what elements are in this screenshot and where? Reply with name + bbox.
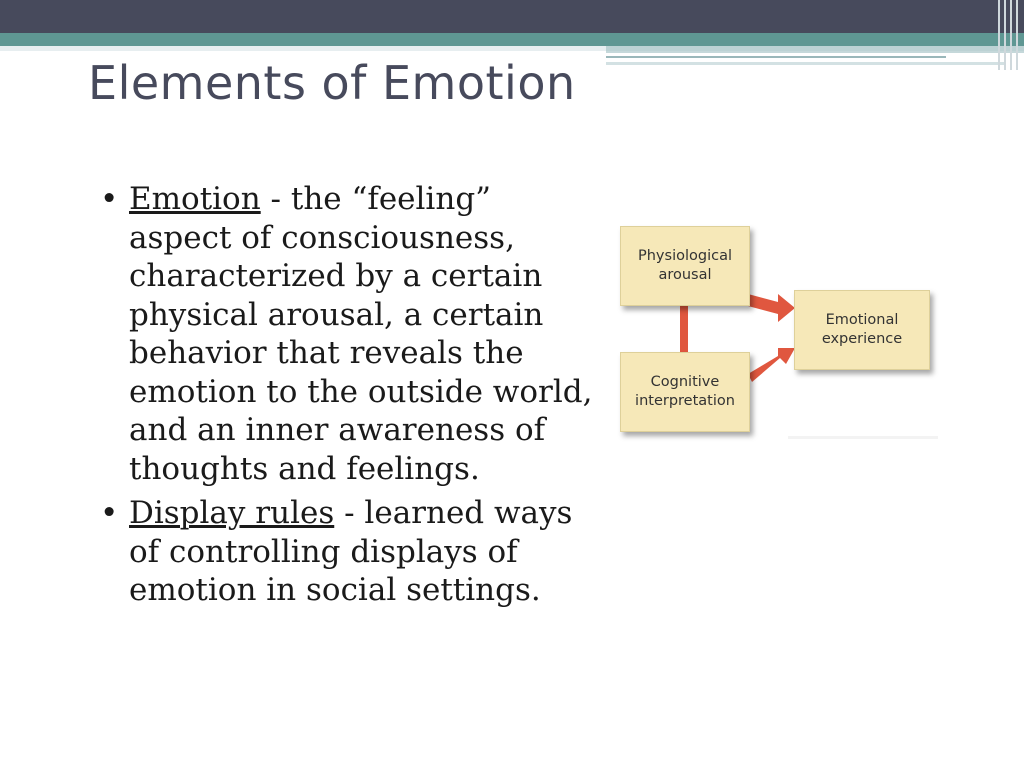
emotion-diagram bbox=[618, 224, 938, 444]
box-emotional-experience bbox=[794, 290, 930, 370]
term-display-rules: Display rules bbox=[129, 495, 335, 531]
term-emotion: Emotion bbox=[129, 181, 261, 217]
header-line bbox=[606, 62, 1006, 65]
bullet-marker: • bbox=[100, 181, 119, 217]
header-stripes bbox=[994, 0, 1024, 70]
box-cognitive-interpretation bbox=[620, 352, 750, 432]
header-band-cut bbox=[0, 46, 606, 51]
arrow-to-emotional-bottom bbox=[748, 348, 795, 382]
box-cognitive-label: Cognitive interpretation bbox=[635, 374, 735, 409]
definition-display-rules: - learned ways of controlling displays of emotion in social settings. bbox=[129, 495, 573, 608]
bullet-item-display-rules bbox=[96, 494, 596, 610]
box-physiological-arousal bbox=[620, 226, 750, 306]
box-physiological-label: Physiological arousal bbox=[638, 248, 732, 283]
header-band-dark bbox=[0, 0, 1024, 33]
header-line bbox=[606, 56, 946, 58]
bullet-item-emotion bbox=[96, 180, 596, 488]
header-line bbox=[606, 51, 1024, 53]
header-band-teal bbox=[0, 33, 1024, 46]
connector-line bbox=[680, 304, 688, 352]
bullet-list bbox=[96, 180, 596, 616]
bullet-marker: • bbox=[100, 495, 119, 531]
arrow-to-emotional-top bbox=[748, 294, 795, 322]
definition-emotion: - the “feeling” aspect of consciousness, characterized by a certain physical arousal, a certain behavior that reveals the emotion to the outside world, and an inner awareness of thoughts and feelings. bbox=[129, 181, 593, 487]
box-emotional-label: Emotional experience bbox=[821, 312, 903, 347]
slide-title: Elements of Emotion bbox=[88, 56, 576, 110]
diagram-shadow-line bbox=[788, 436, 938, 439]
